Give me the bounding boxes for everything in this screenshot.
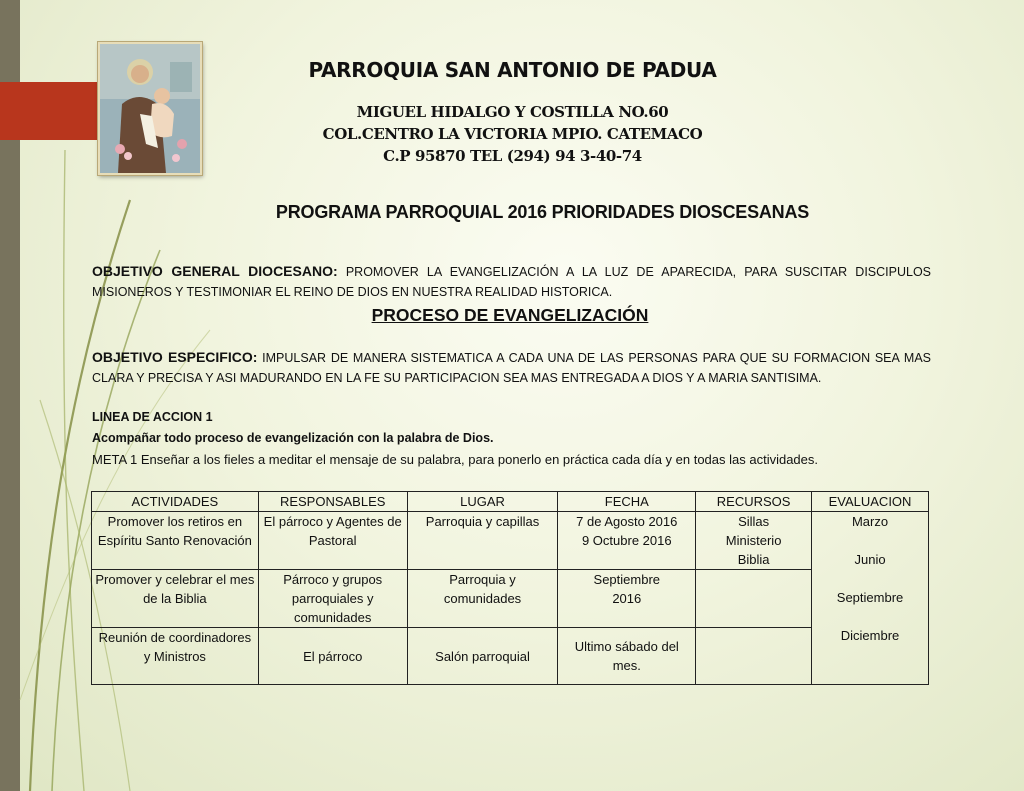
cell-lugar: Salón parroquial bbox=[407, 628, 558, 685]
cell-lugar: Parroquia y comunidades bbox=[407, 570, 558, 628]
fecha-line: 7 de Agosto 2016 bbox=[576, 514, 678, 529]
fecha-line: 9 Octubre 2016 bbox=[581, 533, 672, 548]
objetivo-especifico bbox=[92, 347, 931, 388]
recurso-line: Sillas bbox=[738, 514, 770, 529]
cell-actividad: Promover y celebrar el mes de la Biblia bbox=[92, 570, 259, 628]
table-row bbox=[92, 570, 929, 628]
proceso-title: PROCESO DE EVANGELIZACIÓN bbox=[371, 305, 649, 325]
objetivo-general-text: PROMOVER LA EVANGELIZACIÓN A LA LUZ DE APARECIDA, PARA SUSCITAR DISCIPULOS MISIONEROS Y TESTIMONIAR EL REINO DE DIOS EN NUESTRA REALIDAD HISTORICA. bbox=[92, 265, 931, 299]
evaluacion-item: Junio bbox=[854, 552, 886, 567]
table-header-row bbox=[92, 492, 929, 512]
recurso-line: Biblia bbox=[737, 552, 770, 567]
objetivo-general-label: OBJETIVO GENERAL DIOCESANO: bbox=[92, 263, 338, 279]
acompanar-text: Acompañar todo proceso de evangelización con la palabra de Dios. bbox=[92, 431, 494, 445]
address-line-1: MIGUEL HIDALGO Y COSTILLA NO.60 bbox=[356, 103, 669, 121]
cell-responsable: El párroco bbox=[258, 628, 407, 685]
cell-responsable: El párroco y Agentes de Pastoral bbox=[258, 512, 407, 570]
recurso-line: Ministerio bbox=[725, 533, 782, 548]
header-evaluacion: EVALUACION bbox=[812, 492, 929, 512]
cell-lugar: Parroquia y capillas bbox=[407, 512, 558, 570]
cell-recursos bbox=[696, 570, 812, 628]
fecha-line: 2016 bbox=[612, 591, 642, 606]
cell-actividad: Reunión de coordinadores y Ministros bbox=[92, 628, 259, 685]
program-title: PROGRAMA PARROQUIAL 2016 PRIORIDADES DIOSCESANAS bbox=[275, 202, 810, 222]
cell-fecha bbox=[558, 512, 696, 570]
activities-table bbox=[91, 491, 929, 685]
header-responsables: RESPONSABLES bbox=[258, 492, 407, 512]
header-actividades: ACTIVIDADES bbox=[92, 492, 259, 512]
cell-fecha bbox=[558, 570, 696, 628]
page-title: PARROQUIA SAN ANTONIO DE PADUA bbox=[308, 58, 717, 82]
table-row bbox=[92, 512, 929, 570]
linea-accion: LINEA DE ACCION 1 bbox=[92, 410, 213, 424]
saint-anthony-image bbox=[98, 42, 202, 175]
cell-actividad: Promover los retiros en Espíritu Santo Renovación bbox=[92, 512, 259, 570]
red-accent-block bbox=[0, 82, 97, 140]
fecha-line: Septiembre bbox=[593, 572, 661, 587]
cell-recursos bbox=[696, 512, 812, 570]
evaluacion-item: Diciembre bbox=[840, 628, 900, 643]
header-lugar: LUGAR bbox=[407, 492, 558, 512]
cell-recursos bbox=[696, 628, 812, 685]
evaluacion-item: Septiembre bbox=[836, 590, 904, 605]
address-line-3: C.P 95870 TEL (294) 94 3-40-74 bbox=[383, 147, 642, 165]
cell-responsable: Párroco y grupos parroquiales y comunidades bbox=[258, 570, 407, 628]
cell-evaluacion bbox=[812, 512, 929, 685]
cell-fecha: Ultimo sábado del mes. bbox=[558, 628, 696, 685]
objetivo-general bbox=[92, 261, 931, 302]
address-line-2: COL.CENTRO LA VICTORIA MPIO. CATEMACO bbox=[322, 125, 703, 143]
header-recursos: RECURSOS bbox=[696, 492, 812, 512]
header-fecha: FECHA bbox=[558, 492, 696, 512]
evaluacion-item: Marzo bbox=[851, 514, 889, 529]
table-row bbox=[92, 628, 929, 685]
objetivo-especifico-text: IMPULSAR DE MANERA SISTEMATICA A CADA UNA DE LAS PERSONAS PARA QUE SU FORMACION SEA MAS CLARA Y PRECISA Y ASI MADURANDO EN LA FE SU PARTICIPACION SEA MAS ENTREGADA A DIOS Y A MARIA SANTISIMA. bbox=[92, 351, 931, 385]
meta-text: META 1 Enseñar a los fieles a meditar el mensaje de su palabra, para ponerlo en práctica cada día y en todas las actividades. bbox=[92, 452, 819, 467]
objetivo-especifico-label: OBJETIVO ESPECIFICO: bbox=[92, 349, 258, 365]
